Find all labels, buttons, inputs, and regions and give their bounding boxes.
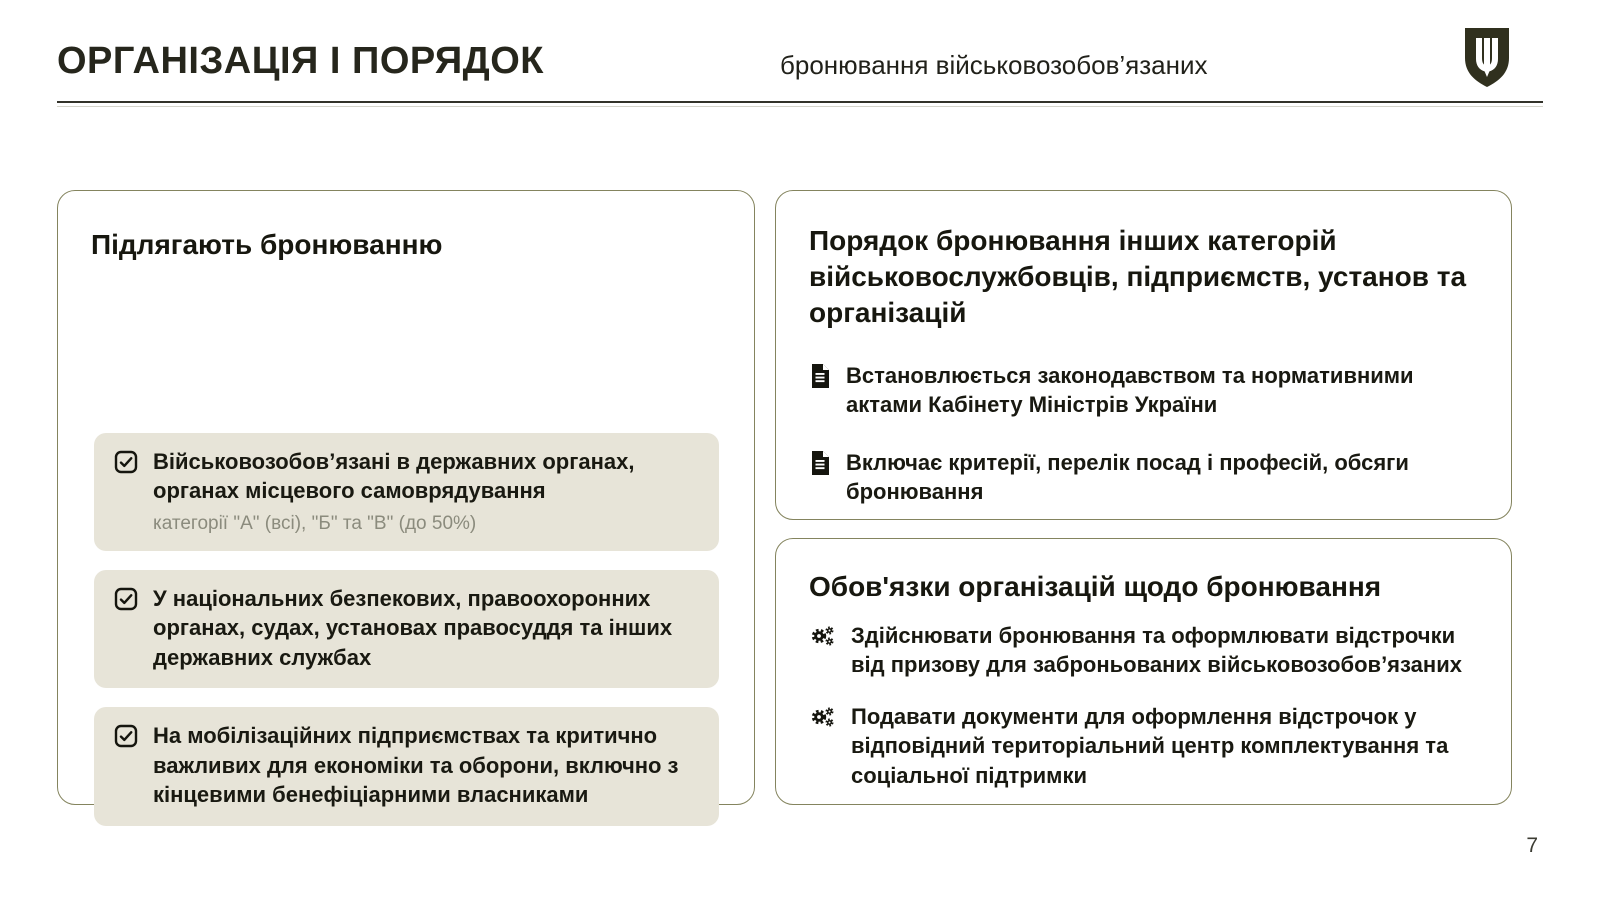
gears-icon [809,623,836,654]
list-item [809,702,1475,790]
item-text: Подавати документи для оформлення відстрочок у відповідний територіальний центр комплектування та соціальної підтримки [851,703,1449,788]
checkbox-checked-icon [114,724,138,753]
card-procedure [775,190,1512,520]
item-text: Включає критерії, перелік посад і професій, обсяги бронювання [846,449,1409,505]
eligible-item-list [94,433,719,826]
list-item [809,361,1475,420]
duties-item-list [809,621,1475,790]
header-divider-shadow [57,106,1543,107]
page-title: ОРГАНІЗАЦІЯ І ПОРЯДОК [57,40,544,82]
list-item [809,621,1475,680]
item-text: На мобілізаційних підприємствах та критично важливих для економіки та оборони, включно з кінцевими бенефіціарними власниками [153,723,679,808]
header-subtitle: бронювання військовозобов’язаних [780,50,1208,80]
document-icon [809,363,831,394]
list-item [94,707,719,825]
card-eligible-title: Підлягають бронюванню [91,229,443,260]
checkbox-checked-icon [114,587,138,616]
document-icon [809,450,831,481]
card-duties-title: Обов'язки організацій щодо бронювання [809,571,1382,602]
card-eligible [57,190,755,808]
item-text: Встановлюється законодавством та нормативними актами Кабінету Міністрів України [846,363,1414,418]
list-item [94,433,719,551]
list-item [94,570,719,688]
procedure-item-list [809,361,1475,507]
gears-icon [809,704,836,735]
item-note: категорії "А" (всі), "Б" та "В" (до 50%) [153,512,477,534]
header-divider [57,101,1543,103]
list-item [809,448,1475,507]
card-procedure-title: Порядок бронювання інших категорій військовослужбовців, підприємств, установ та організацій [809,225,1467,328]
item-text: У національних безпекових, правоохоронних органах, судах, установах правосуддя та інших державних службах [153,585,673,670]
trident-shield-icon [1462,26,1512,90]
page-number: 7 [1526,834,1538,857]
item-text: Військовозобов’язані в державних органах, органах місцевого самоврядування [153,449,635,504]
item-text: Здійснювати бронювання та оформлювати відстрочки від призову для заброньованих військовозобов’язаних [851,623,1462,678]
card-duties [775,538,1512,805]
checkbox-checked-icon [114,450,138,479]
